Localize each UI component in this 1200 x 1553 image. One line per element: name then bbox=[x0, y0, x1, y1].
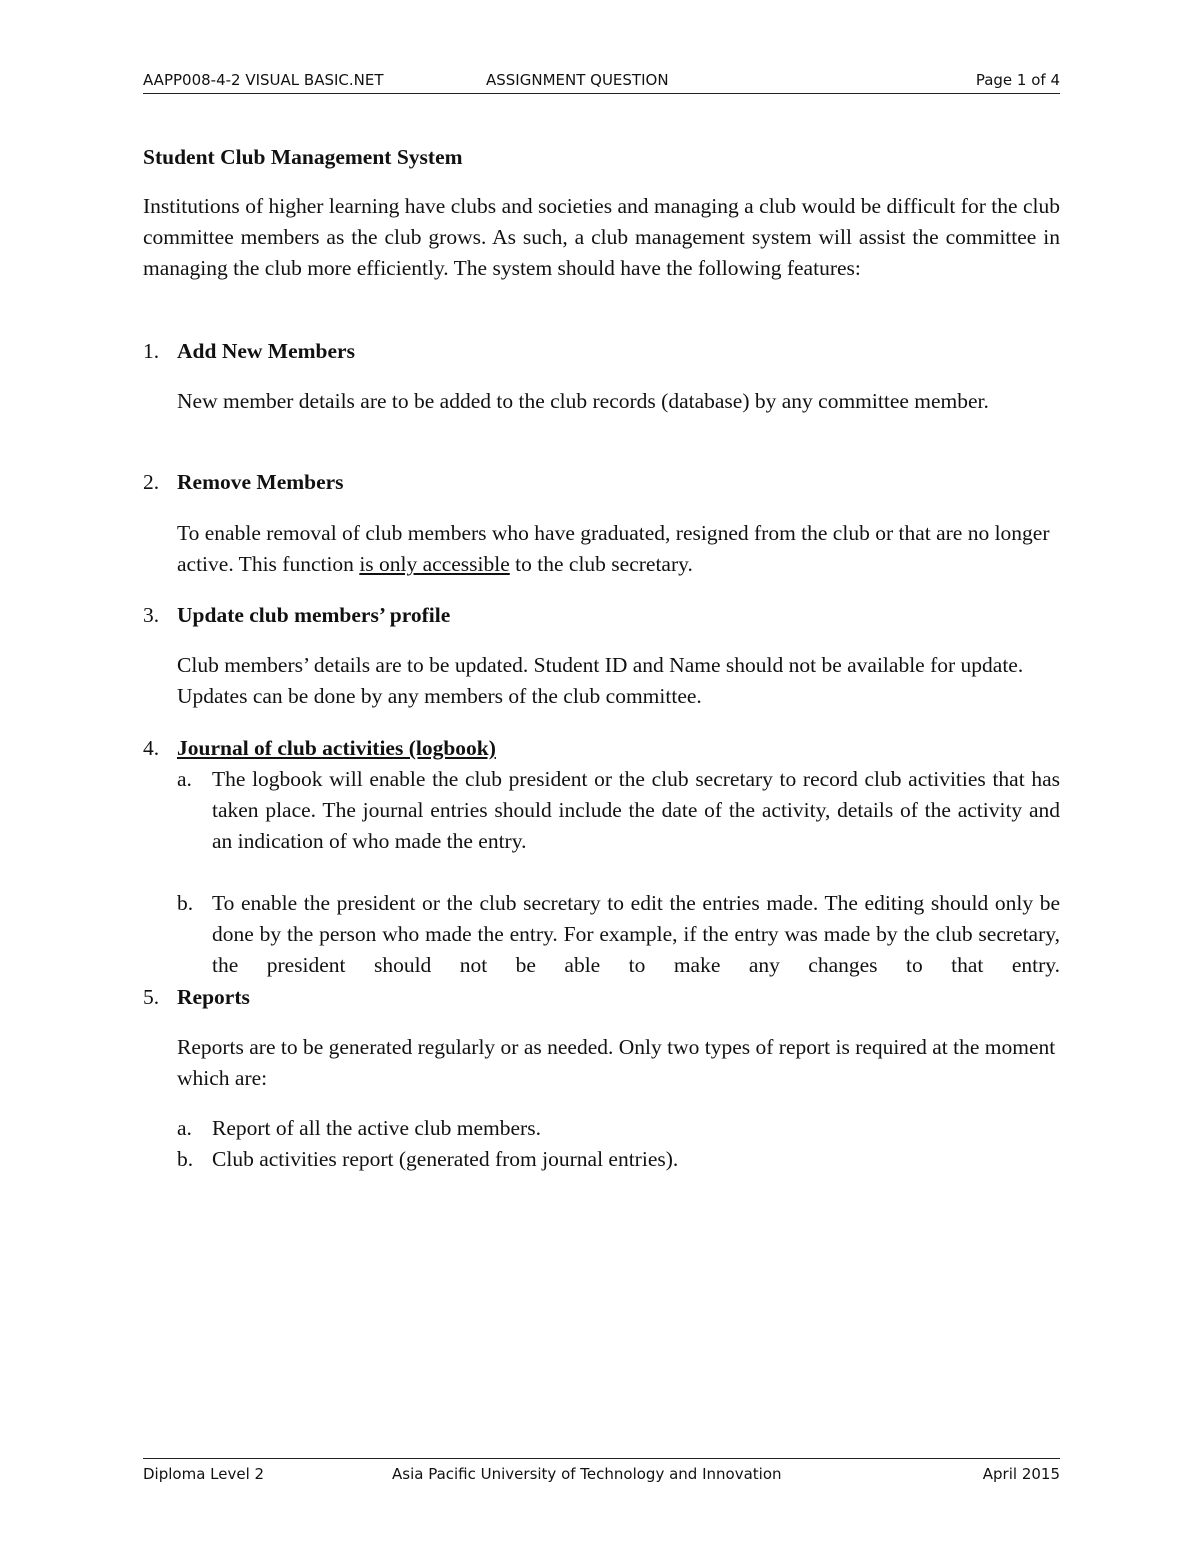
page-header bbox=[143, 71, 1060, 94]
feature-5a-label: a. bbox=[177, 1116, 192, 1140]
feature-4-title: Journal of club activities (logbook) bbox=[177, 736, 496, 760]
header-doc-type: ASSIGNMENT QUESTION bbox=[486, 71, 669, 89]
header-course: AAPP008-4-2 VISUAL BASIC.NET bbox=[143, 71, 384, 89]
feature-3-number: 3. bbox=[143, 603, 160, 627]
feature-2-description bbox=[177, 518, 1060, 580]
feature-2-text-before: To enable removal of club members who have graduated, resigned from the club or that are no longer active. This function bbox=[177, 521, 1050, 576]
feature-4a-label: a. bbox=[177, 767, 192, 791]
feature-4-number: 4. bbox=[143, 736, 160, 760]
footer-level: Diploma Level 2 bbox=[143, 1465, 265, 1483]
feature-3-description: Club members’ details are to be updated. Student ID and Name should not be available for update. Updates can be done by any members of the club committee. bbox=[177, 653, 1024, 708]
feature-4b-label: b. bbox=[177, 891, 194, 915]
feature-3-title: Update club members’ profile bbox=[177, 603, 451, 627]
feature-1-title: Add New Members bbox=[177, 339, 355, 363]
feature-1-number: 1. bbox=[143, 339, 160, 363]
feature-4a-text: The logbook will enable the club president or the club secretary to record club activities that has taken place. The journal entries should include the date of the activity, details of the activity and an indication of who made the entry. bbox=[212, 767, 1060, 853]
feature-2-number: 2. bbox=[143, 470, 160, 494]
feature-4b-text: To enable the president or the club secretary to edit the entries made. The editing should only be done by the person who made the entry. For example, if the entry was made by the club secretary, the president should not be able to make any changes to that entry. bbox=[212, 891, 1060, 977]
feature-5-description: Reports are to be generated regularly or as needed. Only two types of report is required at the moment which are: bbox=[177, 1035, 1056, 1090]
feature-2-underlined-text: is only accessible bbox=[359, 552, 510, 576]
feature-5-number: 5. bbox=[143, 985, 160, 1009]
feature-1-description: New member details are to be added to the club records (database) by any committee member. bbox=[177, 389, 989, 413]
page-footer bbox=[143, 1458, 1060, 1483]
feature-5a-text: Report of all the active club members. bbox=[212, 1116, 541, 1140]
feature-5-title: Reports bbox=[177, 985, 250, 1009]
feature-5b-label: b. bbox=[177, 1147, 194, 1171]
document-title: Student Club Management System bbox=[143, 145, 463, 169]
header-page-number: Page 1 of 4 bbox=[975, 71, 1060, 89]
footer-date: April 2015 bbox=[982, 1465, 1060, 1483]
feature-2-text-after: to the club secretary. bbox=[509, 552, 693, 576]
intro-paragraph: Institutions of higher learning have clubs and societies and managing a club would be difficult for the club committee members as the club grows. As such, a club management system will assist the committee in managing the club more efficiently. The system should have the following features: bbox=[143, 194, 1060, 280]
feature-2-title: Remove Members bbox=[177, 470, 344, 494]
footer-institution: Asia Pacific University of Technology and Innovation bbox=[392, 1465, 782, 1483]
feature-5b-text: Club activities report (generated from journal entries). bbox=[212, 1147, 679, 1171]
